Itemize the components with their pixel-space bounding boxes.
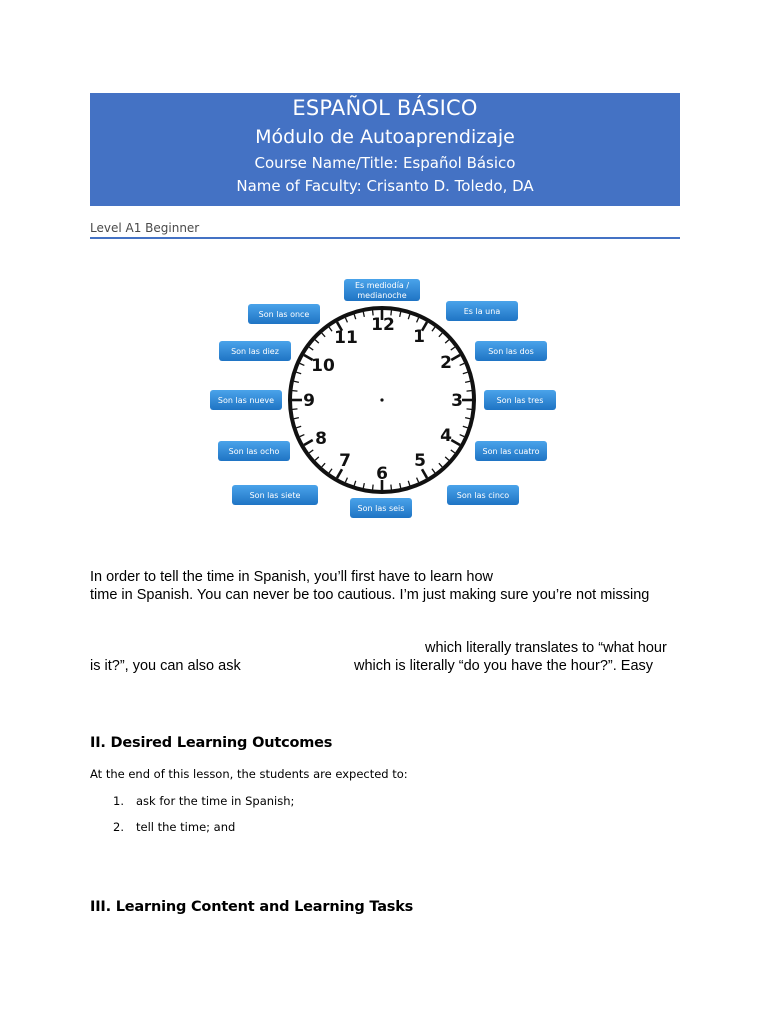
- clock-number-2: 2: [440, 353, 452, 373]
- minute-tick: [467, 391, 472, 392]
- minute-tick: [296, 426, 301, 428]
- minute-tick: [322, 333, 325, 337]
- clock-number-1: 1: [413, 327, 425, 347]
- minute-tick: [354, 481, 356, 486]
- module-subtitle: Módulo de Autoaprendizaje: [255, 126, 515, 148]
- minute-tick: [463, 372, 468, 374]
- minute-tick: [315, 340, 319, 343]
- hour-tick: [451, 440, 460, 445]
- svg-text:Son las diez: Son las diez: [231, 347, 279, 356]
- minute-tick: [329, 327, 332, 331]
- svg-text:Son las cinco: Son las cinco: [456, 491, 510, 500]
- clock-number-4: 4: [440, 426, 452, 446]
- minute-tick: [432, 469, 435, 473]
- minute-tick: [354, 314, 356, 319]
- label-son-las-once: [248, 304, 320, 324]
- svg-text:Son las nueve: Son las nueve: [217, 396, 275, 405]
- svg-text:Son las tres: Son las tres: [496, 396, 544, 405]
- clock-number-5: 5: [414, 451, 426, 471]
- minute-tick: [465, 381, 470, 382]
- minute-tick: [300, 363, 305, 365]
- minute-tick: [315, 457, 319, 460]
- svg-text:Son las seis: Son las seis: [357, 504, 405, 513]
- paragraph-2-line-2a: is it?”, you can also ask: [90, 658, 241, 674]
- minute-tick: [463, 426, 468, 428]
- minute-tick: [292, 409, 297, 410]
- minute-tick: [460, 435, 465, 437]
- svg-text:Es la una: Es la una: [463, 307, 501, 316]
- label-son-las-ocho: [218, 441, 290, 461]
- minute-tick: [465, 418, 470, 419]
- clock-number-6: 6: [376, 464, 388, 484]
- minute-tick: [294, 381, 299, 382]
- minute-tick: [300, 435, 305, 437]
- label-son-las-cuatro: [475, 441, 547, 461]
- svg-text:Son las siete: Son las siete: [249, 491, 301, 500]
- minute-tick: [432, 327, 435, 331]
- hour-tick: [304, 440, 313, 445]
- list-item-number: 2.: [113, 820, 124, 834]
- paragraph-2-line-1: which literally translates to “what hour: [425, 640, 667, 656]
- svg-text:Son las dos: Son las dos: [488, 347, 534, 356]
- minute-tick: [408, 481, 410, 486]
- list-item: ask for the time in Spanish;: [136, 794, 295, 808]
- clock-center: [380, 398, 383, 401]
- outcomes-intro: At the end of this lesson, the students are expected to:: [90, 767, 408, 781]
- minute-tick: [329, 469, 332, 473]
- label-son-las-seis: [350, 498, 412, 518]
- label-es-la-una: [446, 301, 518, 321]
- clock-number-3: 3: [451, 391, 463, 411]
- svg-text:medianoche: medianoche: [357, 291, 407, 300]
- minute-tick: [408, 314, 410, 319]
- paragraph-2-line-2b: which is literally “do you have the hour?”. Easy: [354, 658, 654, 674]
- minute-tick: [391, 485, 392, 490]
- label-son-las-tres: [484, 390, 556, 410]
- paragraph-1-line-2: time in Spanish. You can never be too cautious. I’m just making sure you’re not missing: [90, 587, 650, 603]
- minute-tick: [451, 347, 455, 350]
- minute-tick: [345, 318, 347, 323]
- module-title: ESPAÑOL BÁSICO: [292, 96, 478, 120]
- svg-text:Es mediodía /: Es mediodía /: [354, 281, 410, 290]
- minute-tick: [439, 333, 442, 337]
- minute-tick: [294, 418, 299, 419]
- minute-tick: [417, 478, 419, 483]
- clock-number-10: 10: [311, 356, 335, 376]
- minute-tick: [439, 463, 442, 467]
- label-mediodia: [344, 279, 420, 301]
- minute-tick: [400, 483, 401, 488]
- label-son-las-diez: [219, 341, 291, 361]
- minute-tick: [445, 340, 449, 343]
- minute-tick: [363, 312, 364, 317]
- clock-number-7: 7: [339, 451, 351, 471]
- minute-tick: [445, 457, 449, 460]
- content-heading: III. Learning Content and Learning Tasks: [90, 899, 414, 915]
- course-name: Course Name/Title: Español Básico: [254, 154, 516, 172]
- minute-tick: [296, 372, 301, 374]
- label-son-las-dos: [475, 341, 547, 361]
- minute-tick: [417, 318, 419, 323]
- minute-tick: [363, 483, 364, 488]
- list-item-number: 1.: [113, 794, 124, 808]
- faculty-name: Name of Faculty: Crisanto D. Toledo, DA: [236, 177, 534, 195]
- svg-text:Son las once: Son las once: [258, 310, 310, 319]
- minute-tick: [309, 347, 313, 350]
- label-son-las-siete: [232, 485, 318, 505]
- minute-tick: [292, 391, 297, 392]
- minute-tick: [309, 450, 313, 453]
- minute-tick: [451, 450, 455, 453]
- level-label: Level A1 Beginner: [90, 221, 200, 235]
- paragraph-1-line-1: In order to tell the time in Spanish, you’ll first have to learn how: [90, 569, 493, 585]
- minute-tick: [467, 409, 472, 410]
- clock-number-8: 8: [315, 429, 327, 449]
- hour-tick: [451, 355, 460, 360]
- svg-text:Son las ocho: Son las ocho: [228, 447, 280, 456]
- list-item: tell the time; and: [136, 820, 236, 834]
- clock-number-9: 9: [303, 391, 315, 411]
- clock-number-12: 12: [371, 315, 395, 335]
- minute-tick: [322, 463, 325, 467]
- minute-tick: [400, 312, 401, 317]
- minute-tick: [373, 485, 374, 490]
- label-son-las-nueve: [210, 390, 282, 410]
- outcomes-heading: II. Desired Learning Outcomes: [90, 735, 333, 751]
- clock-number-11: 11: [334, 328, 358, 348]
- minute-tick: [345, 478, 347, 483]
- svg-text:Son las cuatro: Son las cuatro: [482, 447, 540, 456]
- label-son-las-cinco: [447, 485, 519, 505]
- minute-tick: [460, 363, 465, 365]
